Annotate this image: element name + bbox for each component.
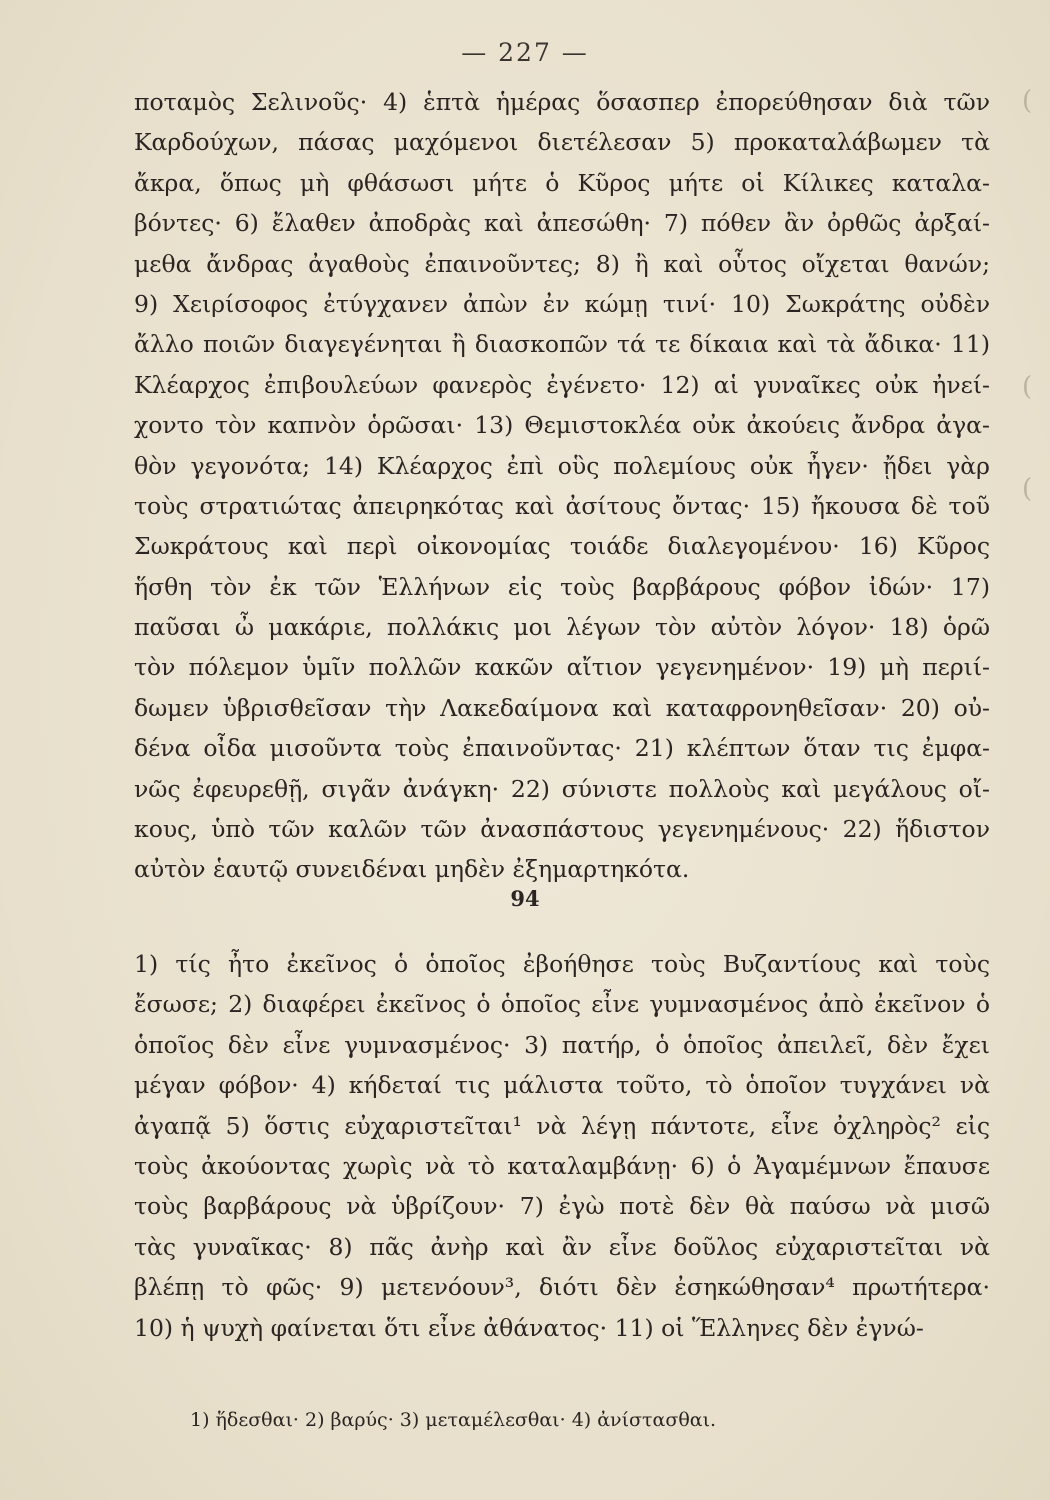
- text-line: Καρδούχων, πάσας μαχόμενοι διετέλεσαν 5) προκαταλάβωμεν τὰ: [134, 128, 990, 157]
- text-line: τοὺς ἀκούοντας χωρὶς νὰ τὸ καταλαμβάνῃ· 6) ὁ Ἀγαμέμνων ἔπαυσε: [134, 1151, 990, 1180]
- text-line: βόντες· 6) ἔλαθεν ἀποδρὰς καὶ ἀπεσώθη· 7) πόθεν ἂν ὀρθῶς ἀρξαί-: [134, 209, 990, 238]
- section-heading-94: 94: [510, 886, 540, 911]
- text-line: Σωκράτους καὶ περὶ οἰκονομίας τοιάδε διαλεγομένου· 16) Κῦρος: [134, 532, 990, 561]
- text-line: τὸν πόλεμον ὑμῖν πολλῶν κακῶν αἴτιον γεγενημένον· 19) μὴ περιί-: [134, 653, 990, 682]
- margin-mark: (: [1022, 372, 1033, 402]
- text-line: δένα οἶδα μισοῦντα τοὺς ἐπαινοῦντας· 21) κλέπτων ὅταν τις ἐμφα-: [134, 734, 990, 763]
- text-line: τὰς γυναῖκας· 8) πᾶς ἀνὴρ καὶ ἂν εἶνε δοῦλος εὐχαριστεῖται νὰ: [134, 1232, 990, 1261]
- exercise-94-text: [134, 944, 990, 1348]
- text-line: βλέπῃ τὸ φῶς· 9) μετενόουν³, διότι δὲν ἐσηκώθησαν⁴ πρωτήτερα·: [134, 1273, 990, 1302]
- text-line: 10) ἡ ψυχὴ φαίνεται ὅτι εἶνε ἀθάνατος· 11) οἱ Ἕλληνες δὲν ἐγνώ-: [134, 1313, 924, 1342]
- text-line: θὸν γεγονότα; 14) Κλέαρχος ἐπὶ οὓς πολεμίους οὐκ ἦγεν· ᾔδει γὰρ: [134, 451, 990, 480]
- text-line: 1) τίς ἦτο ἐκεῖνος ὁ ὁποῖος ἐβοήθησε τοὺς Βυζαντίους καὶ τοὺς: [134, 950, 990, 978]
- text-line: κους, ὑπὸ τῶν καλῶν τῶν ἀνασπάστους γεγενημένους· 22) ἥδιστον: [134, 815, 990, 844]
- text-line: δωμεν ὑβρισθεῖσαν τὴν Λακεδαίμονα καὶ καταφρονηθεῖσαν· 20) οὐ-: [134, 693, 990, 722]
- text-line: ποταμὸς Σελινοῦς· 4) ἑπτὰ ἡμέρας ὅσασπερ ἐπορεύθησαν διὰ τῶν: [134, 88, 990, 116]
- text-line: νῶς ἐφευρεθῇ, σιγᾶν ἀνάγκη· 22) σύνιστε πολλοὺς καὶ μεγάλους οἴ-: [134, 774, 990, 803]
- text-line: τοὺς στρατιώτας ἀπειρηκότας καὶ ἀσίτους ὄντας· 15) ἤκουσα δὲ τοῦ: [134, 491, 990, 520]
- text-line: μέγαν φόβον· 4) κήδεταί τις μάλιστα τοῦτο, τὸ ὁποῖον τυγχάνει νὰ: [134, 1071, 990, 1100]
- page-number: — 227 —: [461, 38, 589, 67]
- margin-mark: (: [1022, 474, 1033, 504]
- footnotes: 1) ἥδεσθαι· 2) βαρύς· 3) μεταμέλεσθαι· 4) ἀνίστασθαι.: [190, 1409, 717, 1431]
- text-line: ἀγαπᾷ 5) ὅστις εὐχαριστεῖται¹ νὰ λέγῃ πάντοτε, εἶνε ὀχληρὸς² εἰς: [134, 1111, 990, 1140]
- exercise-93-text: [134, 82, 990, 890]
- text-line: αὐτὸν ἑαυτῷ συνειδέναι μηδὲν ἐξημαρτηκότα.: [134, 855, 690, 884]
- text-line: μεθα ἄνδρας ἀγαθοὺς ἐπαινοῦντες; 8) ἢ καὶ οὗτος οἴχεται θανών;: [134, 249, 990, 278]
- text-line: χοντο τὸν καπνὸν ὁρῶσαι· 13) Θεμιστοκλέα οὐκ ἀκούεις ἄνδρα ἀγα-: [134, 411, 990, 440]
- text-line: ἔσωσε; 2) διαφέρει ἐκεῖνος ὁ ὁποῖος εἶνε γυμνασμένος ἀπὸ ἐκεῖνον ὁ: [134, 990, 990, 1019]
- text-line: ἄλλο ποιῶν διαγεγένηται ἢ διασκοπῶν τά τε δίκαια καὶ τὰ ἄδικα· 11): [134, 330, 990, 359]
- text-line: παῦσαι ὦ μακάριε, πολλάκις μοι λέγων τὸν αὐτὸν λόγον· 18) ὁρῶ: [134, 613, 990, 642]
- text-line: ὁποῖος δὲν εἶνε γυμνασμένος· 3) πατήρ, ὁ ὁποῖος ἀπειλεῖ, δὲν ἔχει: [134, 1030, 990, 1059]
- text-line: ἄκρα, ὅπως μὴ φθάσωσι μήτε ὁ Κῦρος μήτε οἱ Κίλικες καταλα-: [134, 168, 990, 197]
- text-line: τοὺς βαρβάρους νὰ ὑβρίζουν· 7) ἐγὼ ποτὲ δὲν θὰ παύσω νὰ μισῶ: [134, 1192, 990, 1221]
- text-line: Κλέαρχος ἐπιβουλεύων φανερὸς ἐγένετο· 12) αἱ γυναῖκες οὐκ ἠνεί-: [134, 370, 990, 399]
- text-line: ἥσθη τὸν ἐκ τῶν Ἑλλήνων εἰς τοὺς βαρβάρους φόβον ἰδών· 17): [134, 572, 990, 601]
- text-line: 9) Χειρίσοφος ἐτύγχανεν ἀπὼν ἐν κώμῃ τινί· 10) Σωκράτης οὐδὲν: [134, 289, 990, 318]
- margin-mark: (: [1022, 86, 1033, 116]
